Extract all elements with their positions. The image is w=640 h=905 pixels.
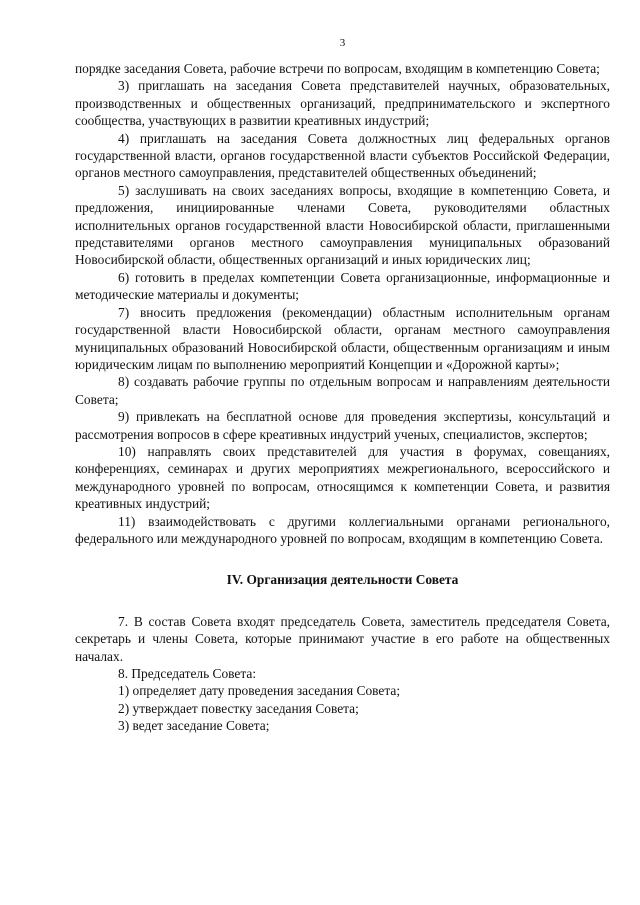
paragraph-continuation: порядке заседания Совета, рабочие встречи по вопросам, входящим в компетенцию Совета; (75, 61, 600, 76)
organization-section (75, 613, 610, 735)
paragraph-clause-8: 8. Председатель Совета: (118, 666, 257, 681)
paragraph-item-4: 4) приглашать на заседания Совета должностных лиц федеральных органов государственной власти, органов государственной власти субъектов Российской Федерации, органов местного самоуправления, представителей общественных объединений; (75, 130, 610, 181)
paragraph-chair-duty-2: 2) утверждает повестку заседания Совета; (118, 700, 359, 716)
paragraph-item-7: 7) вносить предложения (рекомендации) областным исполнительным органам государственной власти Новосибирской области, органам местного самоуправления муниципальных образований Новосибирской области, общественным организациям и иным юридическим лицам по выполнению мероприятий Концепции и «Дорожной карты»; (75, 304, 610, 372)
paragraph-item-6: 6) готовить в пределах компетенции Совета организационные, информационные и методические материалы и документы; (75, 269, 610, 303)
powers-list (75, 60, 610, 547)
section-heading: IV. Организация деятельности Совета (226, 572, 459, 588)
paragraph-item-11: 11) взаимодействовать с другими коллегиальными органами регионального, федерального или международного уровней по вопросам, входящим в компетенцию Совета. (75, 513, 610, 546)
paragraph-item-3: 3) приглашать на заседания Совета представителей научных, образовательных, производственных и общественных организаций, предпринимательского и экспертного сообщества, участвующих в развитии креативных индустрий; (75, 78, 610, 129)
document-page (75, 36, 610, 735)
paragraph-clause-7: 7. В состав Совета входят председатель Совета, заместитель председателя Совета, секретарь и члены Совета, которые принимают участие в его работе на общественных началах. (75, 613, 610, 664)
paragraph-chair-duty-3: 3) ведет заседание Совета; (118, 718, 270, 734)
paragraph-item-5: 5) заслушивать на своих заседаниях вопросы, входящие в компетенцию Совета, и предложения, инициированные членами Совета, руководителями областных исполнительных органов государственной власти Новосибирской области, приглашенными представителями органов местного самоуправления муниципальных образований Новосибирской области, общественных организаций и иных юридических лиц; (75, 182, 610, 268)
page-number: 3 (339, 37, 346, 49)
paragraph-item-10: 10) направлять своих представителей для участия в форумах, совещаниях, конференциях, семинарах и других мероприятиях межрегионального, всероссийского и международного уровней по вопросам, относящимся к компетенции Совета, и развития креативных индустрий; (75, 443, 610, 512)
paragraph-item-9: 9) привлекать на бесплатной основе для проведения экспертизы, консультаций и рассмотрения вопросов в сфере креативных индустрий ученых, специалистов, экспертов; (75, 409, 610, 442)
paragraph-chair-duty-1: 1) определяет дату проведения заседания Совета; (118, 683, 401, 699)
paragraph-item-8: 8) создавать рабочие группы по отдельным вопросам и направлениям деятельности Совета; (75, 374, 610, 407)
